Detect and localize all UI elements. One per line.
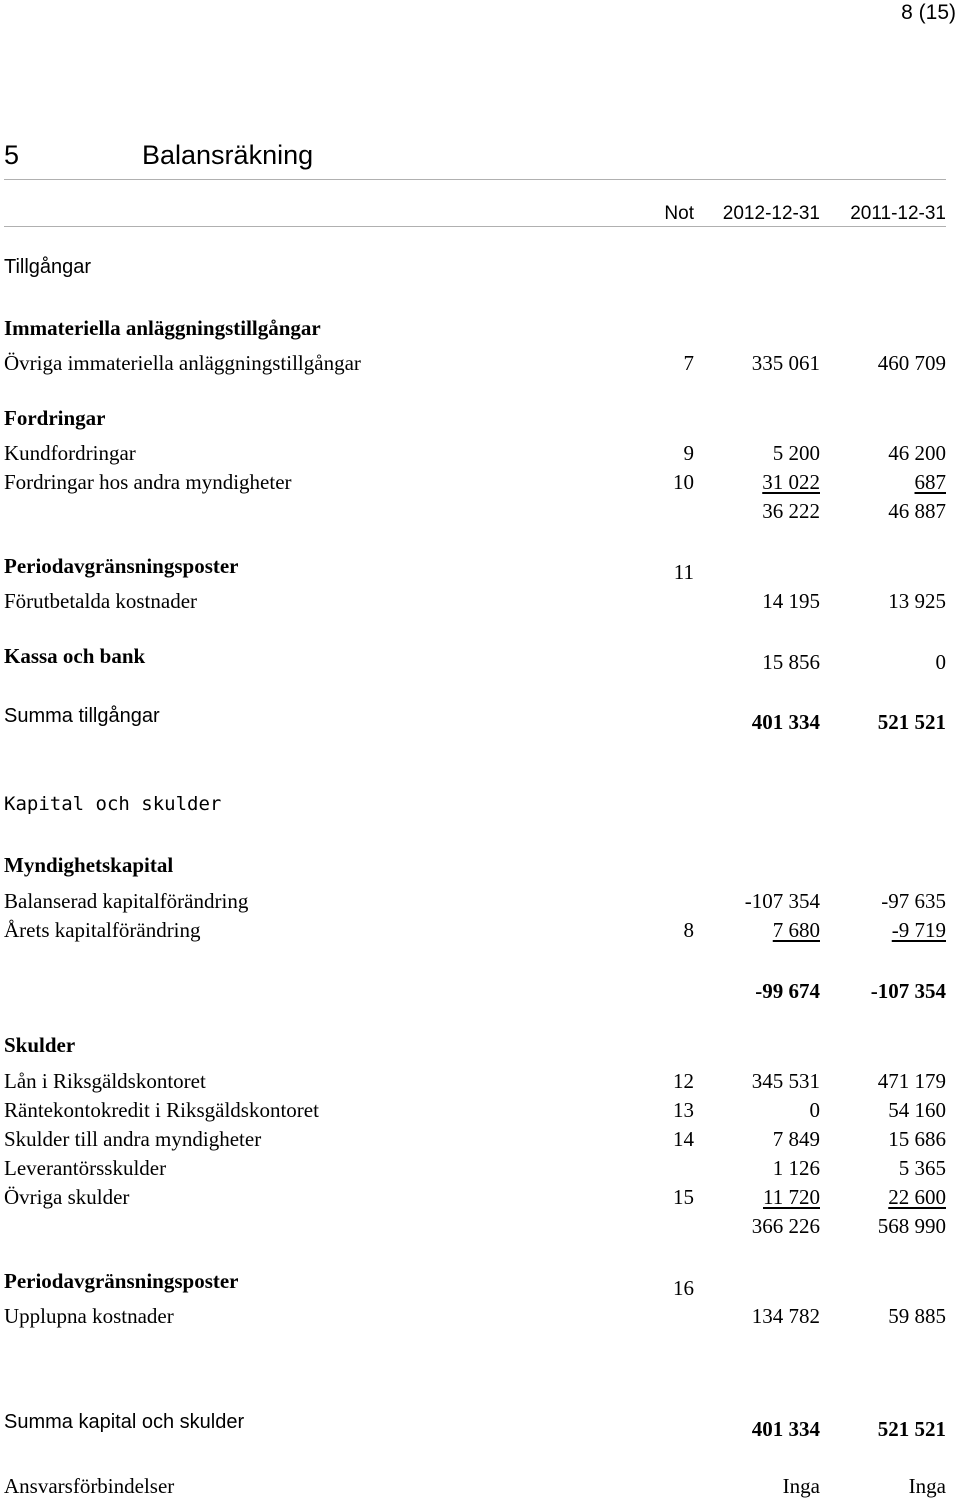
- assets-total-previous: 521 521: [877, 710, 946, 734]
- equity-title: Myndighetskapital: [4, 853, 174, 877]
- table-row: [4, 886, 946, 916]
- equity-title-row: [4, 850, 946, 880]
- row-note: 13: [673, 1098, 694, 1122]
- row-previous: 460 709: [877, 351, 946, 375]
- row-current: 7 849: [772, 1127, 820, 1151]
- intangible-title: Immateriella anläggningstillgångar: [4, 316, 321, 340]
- subtotal-current: 36 222: [762, 499, 820, 523]
- receivables-subtotal-row: [4, 496, 946, 526]
- row-current: 31 022: [762, 470, 820, 494]
- row-current: 335 061: [751, 351, 820, 375]
- table-row: [4, 1066, 946, 1096]
- column-header-row: [4, 199, 946, 229]
- row-note: 9: [683, 441, 694, 465]
- row-label: Upplupna kostnader: [4, 1304, 174, 1328]
- subtotal-current: -99 674: [755, 979, 820, 1003]
- receivables-title-row: [4, 403, 946, 433]
- table-row: [4, 348, 946, 378]
- accruals-note-row: [4, 1273, 946, 1303]
- table-row: [4, 915, 946, 945]
- heading-divider: [4, 179, 946, 180]
- contingent-previous: Inga: [908, 1474, 946, 1498]
- debts-title: Skulder: [4, 1033, 76, 1057]
- prepayments-title: Periodavgränsningsposter: [4, 554, 239, 578]
- row-label: Årets kapitalförändring: [4, 918, 201, 942]
- assets-total-values-row: [4, 707, 946, 737]
- cash-previous: 0: [935, 650, 946, 674]
- row-label: Fordringar hos andra myndigheter: [4, 470, 292, 494]
- table-row: [4, 1301, 946, 1331]
- liabilities-section-title: Kapital och skulder: [4, 793, 222, 815]
- row-note: 15: [673, 1185, 694, 1209]
- table-row: [4, 1153, 946, 1183]
- row-current: 7 680: [772, 918, 820, 942]
- row-previous: 471 179: [877, 1069, 946, 1093]
- subtotal-previous: 568 990: [877, 1214, 946, 1238]
- liabilities-total-current: 401 334: [751, 1417, 820, 1441]
- assets-total-current: 401 334: [751, 710, 820, 734]
- row-label: Förutbetalda kostnader: [4, 589, 198, 613]
- row-previous: -9 719: [891, 918, 946, 942]
- accruals-title: Periodavgränsningsposter: [4, 1269, 239, 1293]
- column-header-divider: [4, 226, 946, 227]
- assets-section-title-row: [4, 252, 946, 282]
- row-previous: 46 200: [888, 441, 946, 465]
- row-current: -107 354: [744, 889, 820, 913]
- row-previous: 22 600: [888, 1185, 946, 1209]
- row-label: Balanserad kapitalförändring: [4, 889, 249, 913]
- receivables-title: Fordringar: [4, 406, 106, 430]
- contingent-label: Ansvarsförbindelser: [4, 1474, 175, 1498]
- cash-current: 15 856: [762, 650, 820, 674]
- row-label: Kundfordringar: [4, 441, 136, 465]
- row-previous: 5 365: [898, 1156, 946, 1180]
- row-previous: 13 925: [888, 589, 946, 613]
- row-label: Övriga immateriella anläggningstillgångar: [4, 351, 361, 375]
- row-note: 8: [683, 918, 694, 942]
- row-label: Leverantörsskulder: [4, 1156, 167, 1180]
- table-row: [4, 586, 946, 616]
- subtotal-current: 366 226: [751, 1214, 820, 1238]
- intangible-title-row: [4, 313, 946, 343]
- page-number: 8 (15): [901, 1, 956, 24]
- column-header-note: Not: [664, 203, 694, 224]
- row-current: 5 200: [772, 441, 820, 465]
- assets-total-label: Summa tillgångar: [4, 705, 160, 727]
- prepayments-note: 11: [673, 560, 694, 584]
- row-current: 0: [809, 1098, 820, 1122]
- row-previous: 59 885: [888, 1304, 946, 1328]
- table-row: [4, 467, 946, 497]
- row-previous: -97 635: [881, 889, 946, 913]
- section-heading: [4, 138, 946, 172]
- row-previous: 15 686: [888, 1127, 946, 1151]
- table-row: [4, 1182, 946, 1212]
- equity-subtotal-row: [4, 976, 946, 1006]
- section-title: Balansräkning: [142, 140, 314, 170]
- cash-label: Kassa och bank: [4, 644, 146, 668]
- row-current: 11 720: [763, 1185, 820, 1209]
- liabilities-total-previous: 521 521: [877, 1417, 946, 1441]
- subtotal-previous: -107 354: [870, 979, 946, 1003]
- column-header-current: 2012-12-31: [722, 203, 820, 224]
- row-current: 134 782: [751, 1304, 820, 1328]
- cash-values-row: [4, 647, 946, 677]
- row-label: Räntekontokredit i Riksgäldskontoret: [4, 1098, 319, 1122]
- liabilities-total-values-row: [4, 1414, 946, 1444]
- row-note: 14: [673, 1127, 694, 1151]
- row-note: 12: [673, 1069, 694, 1093]
- assets-section-title: Tillgångar: [4, 256, 92, 278]
- row-previous: 687: [914, 470, 946, 494]
- column-header-previous: 2011-12-31: [850, 203, 946, 224]
- subtotal-previous: 46 887: [888, 499, 946, 523]
- table-row: [4, 1124, 946, 1154]
- row-note: 7: [683, 351, 694, 375]
- row-label: Övriga skulder: [4, 1185, 130, 1209]
- row-note: 10: [673, 470, 694, 494]
- row-label: Skulder till andra myndigheter: [4, 1127, 262, 1151]
- debts-title-row: [4, 1030, 946, 1060]
- prepayments-note-row: [4, 557, 946, 587]
- contingent-row: [4, 1471, 946, 1501]
- debts-subtotal-row: [4, 1211, 946, 1241]
- section-number: 5: [4, 140, 20, 170]
- row-previous: 54 160: [888, 1098, 946, 1122]
- contingent-current: Inga: [782, 1474, 820, 1498]
- accruals-note: 16: [673, 1276, 694, 1300]
- table-row: [4, 1095, 946, 1125]
- row-label: Lån i Riksgäldskontoret: [4, 1069, 206, 1093]
- row-current: 1 126: [772, 1156, 820, 1180]
- table-row: [4, 438, 946, 468]
- row-current: 345 531: [751, 1069, 820, 1093]
- liabilities-total-label: Summa kapital och skulder: [4, 1411, 245, 1433]
- liabilities-section-title-row: [4, 789, 946, 819]
- row-current: 14 195: [762, 589, 820, 613]
